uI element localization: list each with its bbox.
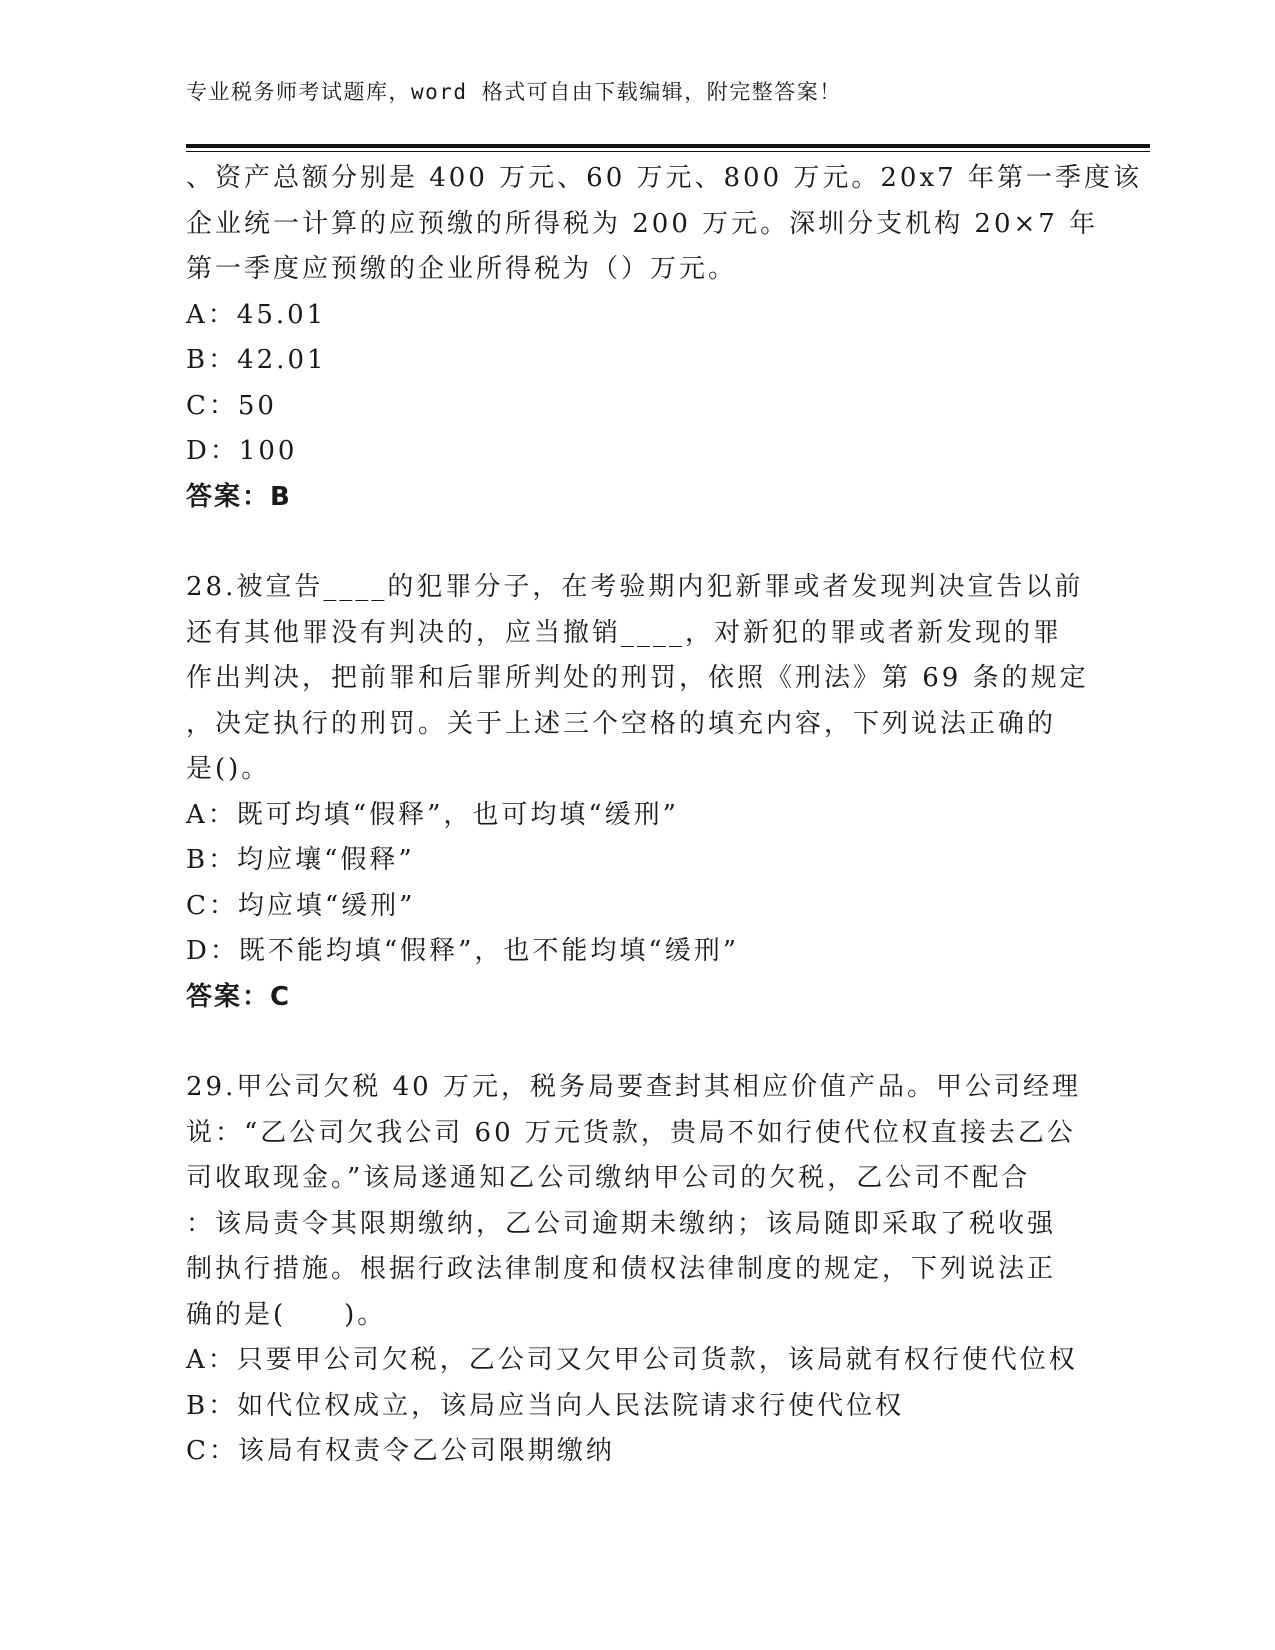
question-text-line: 是()。: [186, 754, 271, 784]
option-c: C：50: [186, 390, 277, 421]
question-text-line: 说：“乙公司欠我公司 60 万元货款，贵局不如行使代位权直接去乙公: [186, 1117, 1076, 1148]
page-header: 专业税务师考试题库，word 格式可自由下载编辑，附完整答案！: [186, 80, 842, 104]
question-text-line: 企业统一计算的应预缴的所得税为 200 万元。深圳分支机构 20×7 年: [186, 208, 1099, 239]
question-27: [186, 156, 1142, 520]
question-text-line: 制执行措施。根据行政法律制度和债权法律制度的规定，下列说法正: [186, 1254, 1057, 1284]
option-b: B：均应壤“假释”: [186, 845, 415, 875]
option-c: C：该局有权责令乙公司限期缴纳: [186, 1436, 615, 1466]
option-d: D：100: [186, 436, 298, 466]
question-28: [186, 565, 1089, 1020]
option-c: C：均应填“缓刑”: [186, 890, 416, 921]
answer-label: 答案：C: [186, 981, 292, 1012]
answer-label: 答案：B: [186, 481, 292, 512]
question-text-line: ，决定执行的刑罚。关于上述三个空格的填充内容，下列说法正确的: [186, 708, 1057, 739]
question-text-line: 作出判决，把前罪和后罪所判处的刑罚，依照《刑法》第 69 条的规定: [186, 663, 1089, 693]
option-a: A：既可均填“假释”，也可均填“缓刑”: [186, 799, 679, 830]
spacer: [186, 1020, 1086, 1065]
question-text-line: 第一季度应预缴的企业所得税为（）万元。: [186, 254, 738, 284]
option-b: B：42.01: [186, 345, 327, 375]
option-d: D：既不能均填“假释”，也不能均填“缓刑”: [186, 936, 740, 966]
option-a: A：45.01: [186, 299, 327, 330]
question-text-line: ：该局责令其限期缴纳，乙公司逾期未缴纳；该局随即采取了税收强: [186, 1208, 1057, 1239]
question-text-line: 、资产总额分别是 400 万元、60 万元、800 万元。20x7 年第一季度该: [186, 163, 1142, 193]
option-b: B：如代位权成立，该局应当向人民法院请求行使代位权: [186, 1390, 905, 1421]
question-text-line: 29.甲公司欠税 40 万元，税务局要查封其相应价值产品。甲公司经理: [186, 1072, 1081, 1102]
document-body: [186, 156, 1142, 1475]
question-text-line: 还有其他罪没有判决的，应当撤销____，对新犯的罪或者新发现的罪: [186, 617, 1063, 648]
question-text-line: 28.被宣告____的犯罪分子，在考验期内犯新罪或者发现判决宣告以前: [186, 572, 1084, 602]
option-a: A：只要甲公司欠税，乙公司又欠甲公司货款，该局就有权行使代位权: [186, 1345, 1078, 1375]
question-text-line: 司收取现金。”该局遂通知乙公司缴纳甲公司的欠税，乙公司不配合: [186, 1163, 1031, 1193]
spacer: [186, 520, 1086, 565]
header-rule-thin: [186, 151, 1150, 152]
question-text-line: 确的是( )。: [186, 1299, 387, 1330]
question-29: [186, 1065, 1086, 1475]
header-rule-thick: [186, 144, 1150, 148]
